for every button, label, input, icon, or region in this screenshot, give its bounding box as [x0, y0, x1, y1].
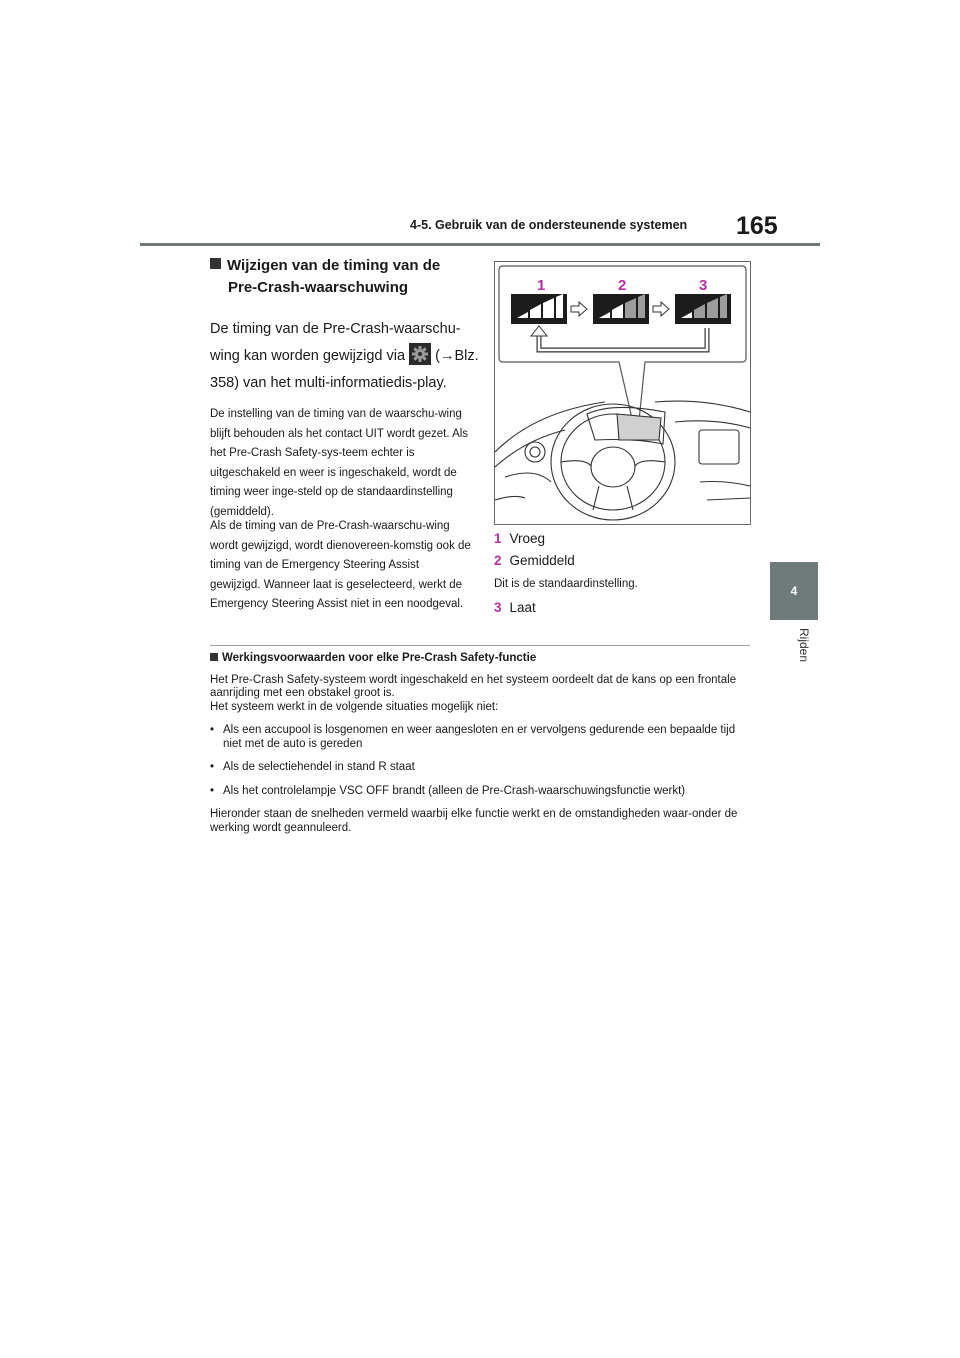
gear-icon	[409, 343, 431, 365]
list-item: • Als een accupool is losgenomen en weer aangesloten en er vervolgens gedurende een bepaalde tijd niet met de auto is gereden	[210, 724, 736, 750]
section-heading	[210, 255, 480, 299]
legend-number-1: 1	[494, 531, 502, 546]
timing-illustration	[494, 261, 751, 525]
section-paragraph-2: Hieronder staan de snelheden vermeld waarbij elke functie werkt en de omstandigheden waar-onder de werking wordt geannuleerd.	[210, 808, 738, 834]
header-section-title: 4-5. Gebruik van de ondersteunende systemen	[410, 218, 688, 232]
header-divider	[140, 243, 820, 246]
timing-display-medium	[593, 294, 649, 324]
bullet-text-1: Als een accupool is losgenomen en weer aangesloten en er vervolgens gedurende een bepaalde tijd niet met de auto is gereden	[223, 724, 736, 750]
body-text-part1: De timing van de Pre-Crash-waarschu-wing kan worden gewijzigd via	[210, 321, 461, 364]
chapter-tab	[770, 562, 818, 620]
list-item: • Als de selectiehendel in stand R staat	[210, 761, 415, 773]
section-bullet-square	[210, 653, 218, 661]
timing-display-late	[675, 294, 731, 324]
heading-line-2: Pre-Crash-waarschuwing	[228, 279, 409, 296]
legend-number-3: 3	[494, 600, 502, 615]
heading-line-1: Wijzigen van de timing van de	[227, 257, 441, 274]
section-paragraph-1b: Het systeem werkt in de volgende situaties mogelijk niet:	[210, 700, 499, 713]
bullet-text-2: Als de selectiehendel in stand R staat	[223, 761, 415, 773]
bullet-text-3: Als het controlelampje VSC OFF brandt (alleen de Pre-Crash-waarschuwingsfunctie werkt)	[223, 784, 686, 797]
timing-display-early	[511, 294, 567, 324]
note-emergency-steering: Als de timing van de Pre-Crash-waarschu-wing wordt gewijzigd, wordt dienovereen-komstig ook de timing van de Emergency Steering Assist gewijzigd. Wanneer laat is geselecteerd, werkt de Emergency Steering Assist niet in een noodgeval.	[210, 520, 471, 610]
section-divider	[210, 645, 750, 646]
legend-default-note: Dit is de standaardinstelling.	[494, 578, 638, 590]
legend-label-medium: Gemiddeld	[509, 553, 575, 568]
chapter-number: 4	[790, 584, 798, 598]
figure-label-2: 2	[618, 277, 627, 294]
figure-label-3: 3	[699, 277, 708, 294]
operating-conditions-title: Werkingsvoorwaarden voor elke Pre-Crash Safety-functie	[222, 652, 537, 664]
legend-item-medium	[494, 550, 638, 572]
legend-item-early	[494, 528, 638, 550]
figure-label-1: 1	[537, 277, 546, 294]
body-text-part2: (→Blz. 358) van het multi-informatiedis-play.	[210, 348, 479, 391]
legend-label-late: Laat	[509, 600, 536, 615]
operating-conditions-heading	[210, 652, 755, 666]
operating-conditions-section	[210, 652, 755, 845]
note-settings-retained: De instelling van de timing van de waarschu-wing blijft behouden als het contact UIT wordt gezet. Als het Pre-Crash Safety-sys-teem echter is uitgeschakeld en weer is ingeschakeld, wordt de timing weer inge-steld op de standaardinstelling (gemiddeld).	[210, 408, 469, 518]
legend-number-2: 2	[494, 553, 502, 568]
timing-legend	[494, 528, 638, 619]
chapter-label: Rijden	[797, 628, 811, 663]
legend-label-early: Vroeg	[509, 531, 546, 546]
heading-bullet-square	[210, 258, 221, 269]
page-number: 165	[736, 212, 778, 240]
body-paragraph	[210, 316, 480, 397]
section-paragraph-1: Het Pre-Crash Safety-systeem wordt ingeschakeld en het systeem oordeelt dat de kans op een frontale aanrijding met een obstakel groot is.	[210, 673, 737, 699]
legend-item-late	[494, 597, 638, 619]
list-item: • Als het controlelampje VSC OFF brandt (alleen de Pre-Crash-waarschuwingsfunctie werkt)	[210, 784, 686, 797]
